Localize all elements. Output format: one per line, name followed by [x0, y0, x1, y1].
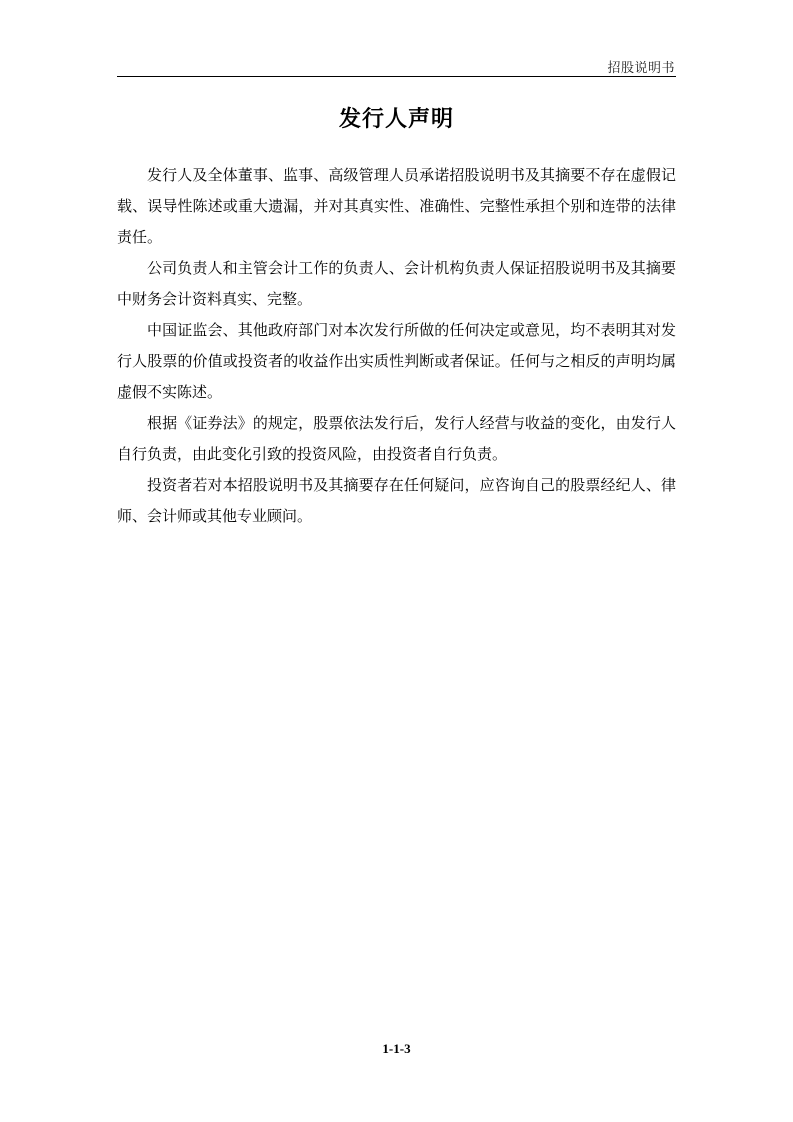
- running-header: 招股说明书: [607, 61, 675, 76]
- paragraph-3: 中国证监会、其他政府部门对本次发行所做的任何决定或意见，均不表明其对发行人股票的价值或投资者的收益作出实质性判断或者保证。任何与之相反的声明均属虚假不实陈述。: [117, 321, 676, 401]
- page-number: 1-1-3: [382, 1041, 411, 1056]
- paragraph-5: 投资者若对本招股说明书及其摘要存在任何疑问，应咨询自己的股票经纪人、律师、会计师或其他专业顾问。: [117, 476, 676, 525]
- paragraph-1: 发行人及全体董事、监事、高级管理人员承诺招股说明书及其摘要不存在虚假记载、误导性陈述或重大遗漏，并对其真实性、准确性、完整性承担个别和连带的法律责任。: [117, 166, 676, 246]
- paragraph-4: 根据《证券法》的规定，股票依法发行后，发行人经营与收益的变化，由发行人自行负责，由此变化引致的投资风险，由投资者自行负责。: [117, 414, 676, 463]
- statement-body: [117, 160, 676, 532]
- paragraph-2: 公司负责人和主管会计工作的负责人、会计机构负责人保证招股说明书及其摘要中财务会计资料真实、完整。: [117, 259, 676, 308]
- header-divider: [117, 76, 676, 77]
- page-title: 发行人声明: [338, 107, 454, 132]
